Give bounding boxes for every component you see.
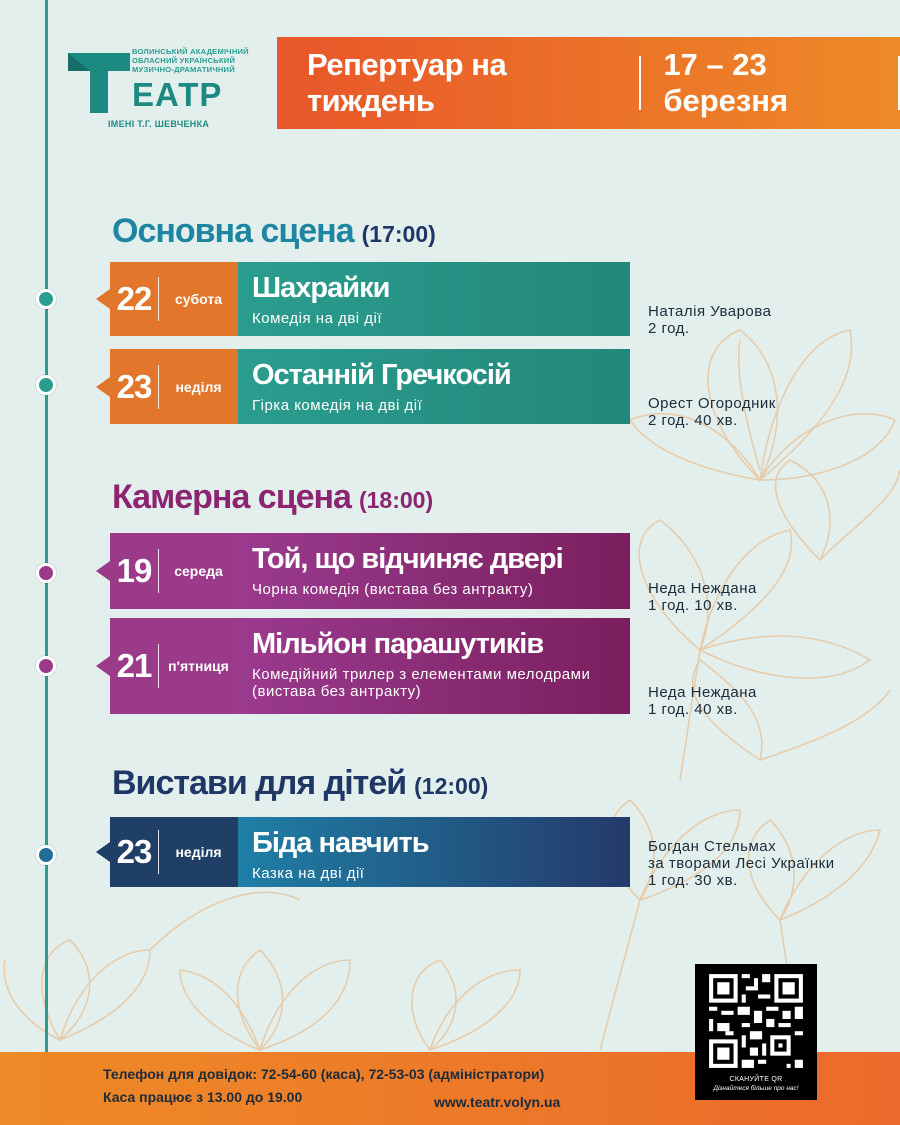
date-range: 17 – 23 березня <box>663 47 789 118</box>
section-title-kids <box>112 764 488 803</box>
event-duration: 2 год. <box>648 320 690 337</box>
section-time: (18:00) <box>358 487 434 513</box>
event-day: 22 <box>116 280 152 317</box>
event-genre <box>252 666 616 700</box>
section-title-chamber-stage <box>112 478 433 517</box>
event-credit <box>648 684 757 718</box>
theater-logo <box>68 47 258 132</box>
event-row[interactable] <box>110 533 630 609</box>
event-info <box>238 533 630 609</box>
theater-name-lines <box>132 47 249 74</box>
event-duration: 1 год. 30 хв. <box>648 872 738 889</box>
event-day: 23 <box>116 367 152 405</box>
qr-code-icon <box>705 970 807 1072</box>
event-weekday: неділя <box>175 378 222 395</box>
event-genre-line: (вистава без антракту) <box>252 683 422 700</box>
event-weekday: середа <box>174 563 223 579</box>
event-info <box>238 262 630 336</box>
timeline-dot <box>36 845 56 865</box>
event-genre: Чорна комедія (вистава без антракту) <box>252 581 534 598</box>
theater-word: ЕАТР <box>132 76 223 113</box>
theater-name-line: МУЗИЧНО-ДРАМАТИЧНИЙ <box>132 65 235 74</box>
theater-logo-mark <box>68 53 130 113</box>
theater-name-line: ОБЛАСНИЙ УКРАЇНСЬКИЙ <box>132 56 236 65</box>
event-weekday: п'ятниця <box>168 658 229 674</box>
event-weekday: неділя <box>175 844 222 860</box>
event-date <box>110 533 238 609</box>
theater-name-line: ВОЛИНСЬКИЙ АКАДЕМІЧНИЙ <box>132 47 249 56</box>
event-credit <box>648 580 757 614</box>
event-row[interactable] <box>110 817 630 887</box>
section-time: (12:00) <box>414 773 489 799</box>
event-date <box>110 817 238 887</box>
section-name: Основна сцена <box>112 212 354 250</box>
event-day: 21 <box>116 647 152 684</box>
event-credit <box>648 303 771 337</box>
event-title: Той, що відчиняє двері <box>252 543 563 575</box>
theater-subtitle: ІМЕНІ Т.Г. ШЕВЧЕНКА <box>108 119 210 129</box>
section-title-main-stage <box>112 212 436 251</box>
event-date <box>110 618 238 714</box>
event-info <box>238 817 630 887</box>
timeline-dot <box>36 656 56 676</box>
event-genre: Казка на дві дії <box>252 865 365 882</box>
event-weekday: субота <box>174 291 223 307</box>
page-title: Репертуар на тиждень <box>307 47 507 118</box>
timeline-dot <box>36 375 56 395</box>
event-source: за творами Лесі Українки <box>648 855 835 872</box>
event-duration: 1 год. 10 хв. <box>648 597 738 614</box>
event-credit <box>648 838 835 889</box>
section-time: (17:00) <box>361 221 436 247</box>
event-author: Неда Неждана <box>648 580 757 597</box>
qr-caption: СКАНУЙТЕ QR <box>729 1076 783 1083</box>
event-title: Біда навчить <box>252 827 429 859</box>
event-title: Шахрайки <box>252 272 390 304</box>
event-genre: Комедія на дві дії <box>252 310 383 327</box>
event-date <box>110 349 238 424</box>
event-day: 19 <box>116 552 152 589</box>
header-banner <box>277 37 900 129</box>
timeline-line <box>45 0 48 1052</box>
event-day: 23 <box>116 833 152 870</box>
event-genre: Гірка комедія на дві дії <box>252 397 423 414</box>
event-author: Богдан Стельмах <box>648 838 777 855</box>
event-duration: 1 год. 40 хв. <box>648 701 738 718</box>
section-name: Вистави для дітей <box>112 764 407 802</box>
event-duration: 2 год. 40 хв. <box>648 412 738 429</box>
event-title: Останній Гречкосій <box>252 359 511 391</box>
box-office-hours: Каса працює з 13.00 до 19.00 <box>103 1089 303 1105</box>
event-row[interactable] <box>110 618 630 714</box>
event-author: Орест Огородник <box>648 395 776 412</box>
banner-divider <box>639 56 641 110</box>
event-author: Неда Неждана <box>648 684 757 701</box>
event-genre-line: Комедійний трилер з елементами мелодрами <box>252 666 591 683</box>
qr-code[interactable] <box>695 964 817 1100</box>
timeline-dot <box>36 563 56 583</box>
event-row[interactable] <box>110 349 630 424</box>
contact-phone: Телефон для довідок: 72-54-60 (каса), 72-53-03 (адміністратори) <box>103 1066 545 1082</box>
event-title: Мільйон парашутиків <box>252 628 544 660</box>
website-link[interactable]: www.teatr.volyn.ua <box>434 1094 561 1110</box>
section-name: Камерна сцена <box>112 478 351 516</box>
event-row[interactable] <box>110 262 630 336</box>
event-date <box>110 262 238 336</box>
event-info <box>238 618 630 714</box>
event-credit <box>648 395 776 429</box>
event-info <box>238 349 630 424</box>
timeline-dot <box>36 289 56 309</box>
event-author: Наталія Уварова <box>648 303 772 320</box>
qr-subcaption: Дізнайтеся більше про нас! <box>713 1085 799 1092</box>
